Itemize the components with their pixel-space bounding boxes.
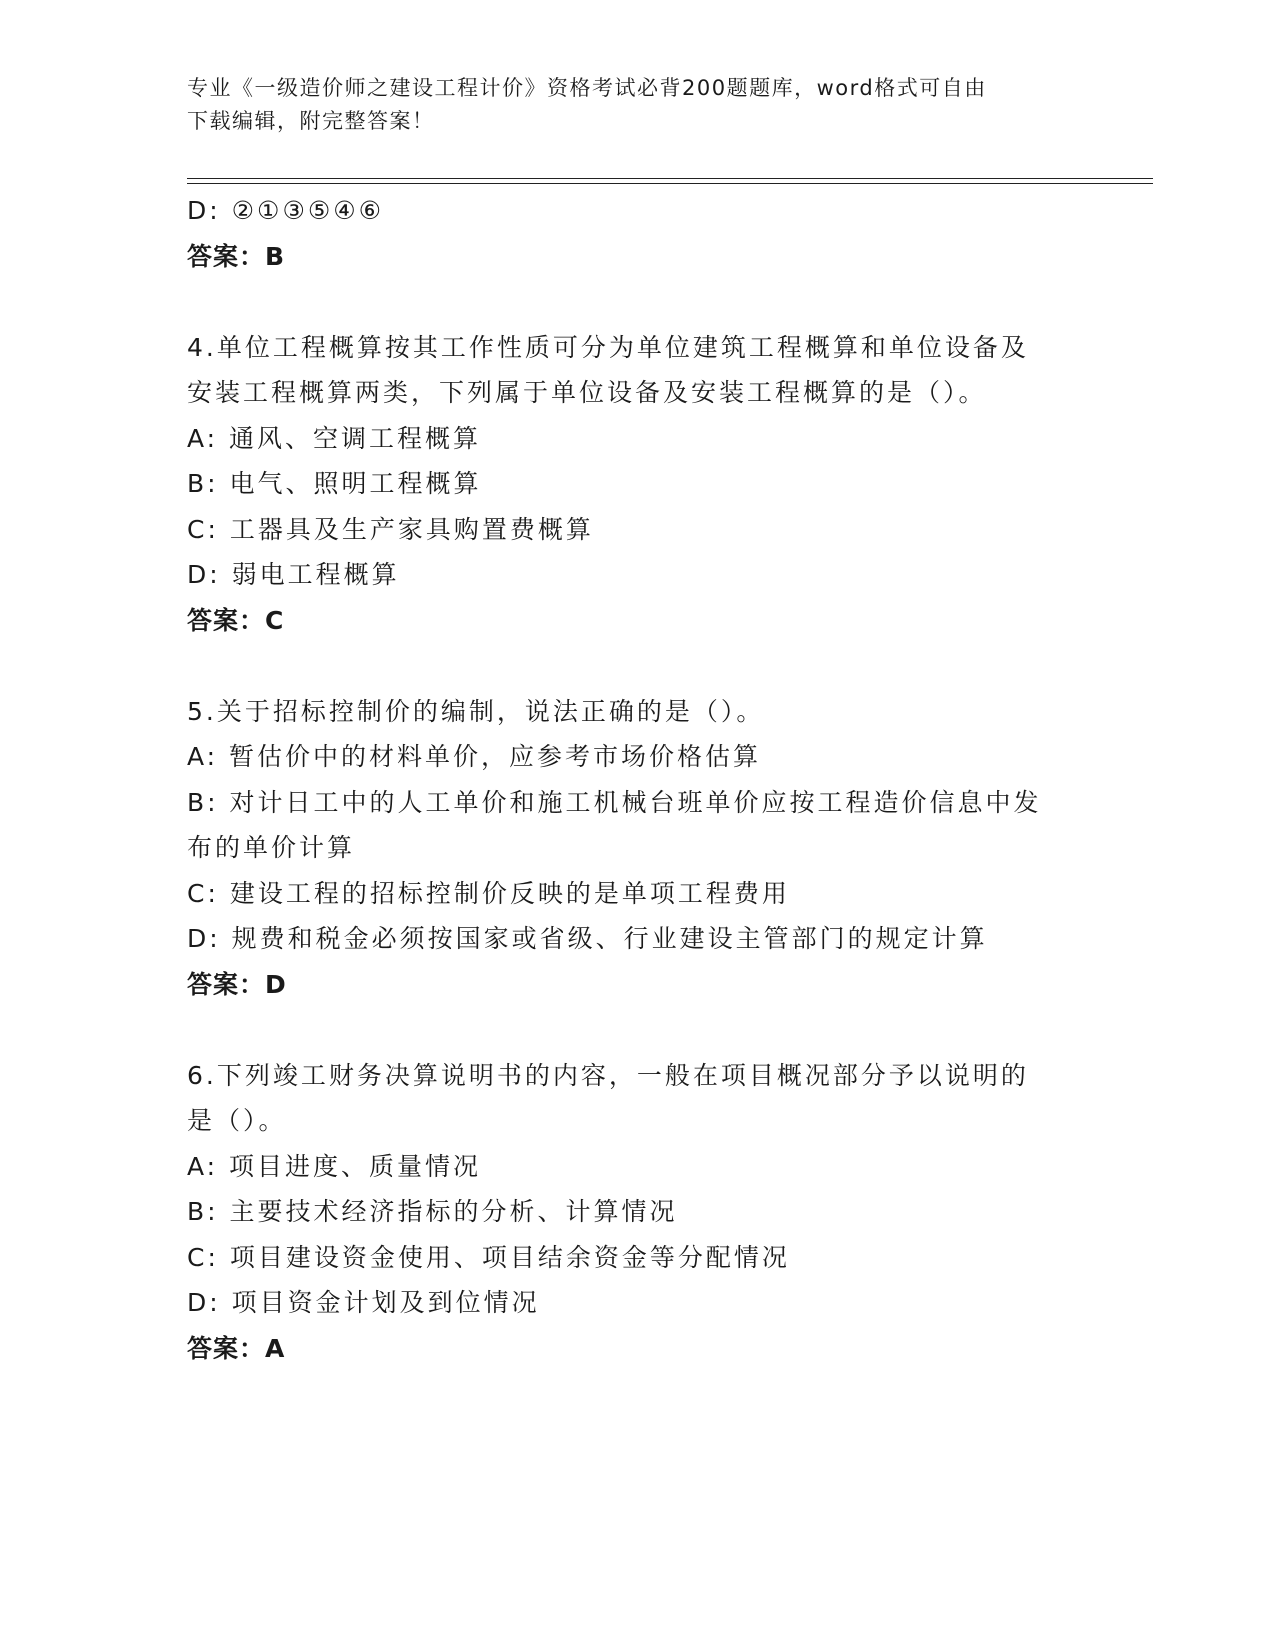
question-stem-line: 安装工程概算两类，下列属于单位设备及安装工程概算的是（）。 bbox=[187, 378, 987, 407]
question-spacer bbox=[187, 643, 1087, 689]
answer-option: B: 主要技术经济指标的分析、计算情况 bbox=[187, 1197, 678, 1226]
question-answer: 答案：C bbox=[187, 605, 285, 635]
answer-option: A: 暂估价中的材料单价，应参考市场价格估算 bbox=[187, 742, 762, 771]
header-line-2: 下载编辑，附完整答案！ bbox=[187, 109, 435, 133]
question-spacer bbox=[187, 279, 1087, 325]
question-stem-line: 4.单位工程概算按其工作性质可分为单位建筑工程概算和单位设备及 bbox=[187, 332, 1029, 362]
question-item bbox=[187, 325, 1087, 644]
previous-option-d: D: ②①③⑤④⑥ bbox=[187, 196, 385, 225]
answer-option: D: 规费和税金必须按国家或省级、行业建设主管部门的规定计算 bbox=[187, 924, 988, 953]
answer-option: A: 通风、空调工程概算 bbox=[187, 423, 482, 453]
question-item bbox=[187, 689, 1087, 1008]
answer-option: C: 项目建设资金使用、项目结余资金等分配情况 bbox=[187, 1242, 790, 1272]
question-answer: 答案：A bbox=[187, 1333, 286, 1363]
header-divider-top bbox=[187, 178, 1153, 179]
question-answer: 答案：D bbox=[187, 969, 287, 999]
question-stem-line: 是（）。 bbox=[187, 1106, 287, 1135]
previous-answer: 答案：B bbox=[187, 241, 286, 271]
header-line-1: 专业《一级造价师之建设工程计价》资格考试必背200题题库，word格式可自由 bbox=[187, 76, 987, 100]
question-stem-line: 5.关于招标控制价的编制，说法正确的是（）。 bbox=[187, 696, 765, 726]
question-stem-line: 6.下列竣工财务决算说明书的内容，一般在项目概况部分予以说明的 bbox=[187, 1060, 1029, 1090]
question-spacer bbox=[187, 1007, 1087, 1053]
question-item bbox=[187, 1053, 1087, 1372]
answer-option: C: 工器具及生产家具购置费概算 bbox=[187, 514, 594, 544]
answer-option: B: 对计日工中的人工单价和施工机械台班单价应按工程造价信息中发 bbox=[187, 787, 1042, 817]
questions-list bbox=[187, 279, 1087, 1371]
answer-option: B: 电气、照明工程概算 bbox=[187, 469, 482, 498]
document-header bbox=[187, 72, 1077, 138]
answer-option: D: 项目资金计划及到位情况 bbox=[187, 1288, 540, 1317]
header-divider-bottom bbox=[187, 183, 1153, 184]
answer-option: D: 弱电工程概算 bbox=[187, 560, 400, 589]
answer-option: A: 项目进度、质量情况 bbox=[187, 1151, 482, 1181]
question-content bbox=[187, 188, 1087, 1371]
answer-option: 布的单价计算 bbox=[187, 833, 356, 862]
answer-option: C: 建设工程的招标控制价反映的是单项工程费用 bbox=[187, 878, 790, 908]
